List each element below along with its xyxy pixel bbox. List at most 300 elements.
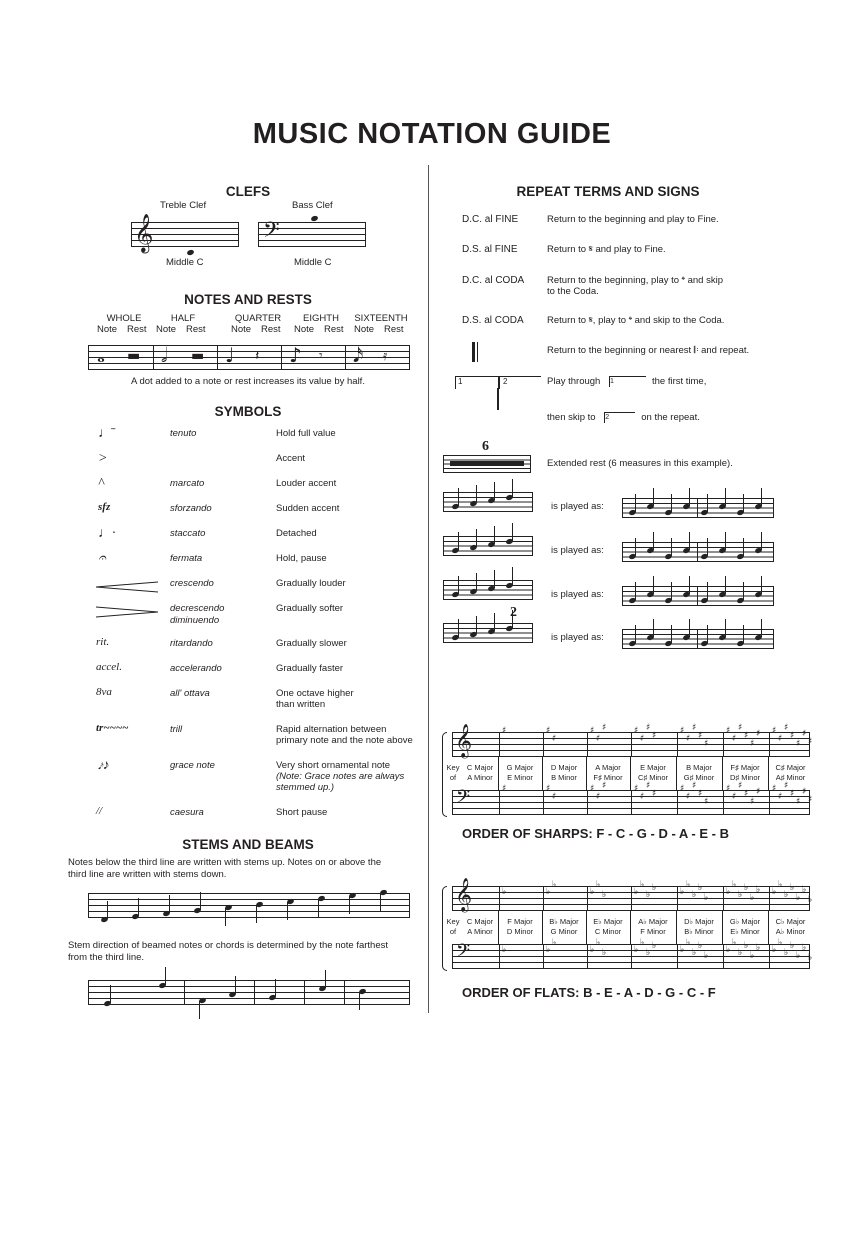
note-stem — [761, 576, 762, 594]
barline — [499, 944, 500, 969]
bass-clef-icon: 𝄢 — [263, 218, 280, 248]
symbol-meaning: Gradually softer — [276, 603, 344, 614]
flat-icon: ♭ — [704, 893, 709, 903]
symbol-meaning: (Note: Grace notes are always — [276, 771, 405, 782]
flat-icon: ♭ — [750, 951, 755, 961]
barline — [345, 345, 346, 370]
barline — [499, 790, 500, 815]
second-ending-bracket — [499, 376, 541, 389]
sharp-icon: ♯ — [778, 792, 783, 802]
order-of-flats: ORDER OF FLATS: B - E - A - D - G - C - F — [462, 985, 716, 1000]
barline — [723, 732, 724, 757]
ending-bracket: 1 — [609, 376, 646, 387]
minor-key: C Minor — [594, 927, 622, 936]
note-label: Note — [354, 324, 375, 335]
note-type-label: QUARTER — [234, 313, 282, 324]
treble-clef-icon: 𝄞 — [134, 213, 154, 252]
sharp-icon: ♯ — [726, 726, 731, 736]
flat-icon: ♭ — [680, 945, 685, 955]
flat-icon: ♭ — [704, 951, 709, 961]
flat-icon: ♭ — [686, 938, 691, 948]
note-icon: 𝅗𝅥 — [161, 343, 168, 367]
barline — [587, 732, 588, 757]
note-stem — [287, 902, 288, 920]
note-icon: ♩ — [225, 343, 235, 367]
note-stem — [653, 576, 654, 594]
note-stem — [707, 538, 708, 556]
multi-rest-desc: Extended rest (6 measures in this example). — [547, 458, 733, 469]
sharp-icon: ♯ — [698, 789, 703, 799]
measure-repeat-count: 2 — [510, 605, 517, 620]
note-stem — [725, 576, 726, 594]
sharp-icon: ♯ — [750, 797, 755, 807]
repeat-term: D.C. al CODA — [462, 275, 525, 286]
note-stem — [761, 532, 762, 550]
sharp-icon: ♯ — [790, 789, 795, 799]
order-of-sharps: ORDER OF SHARPS: F - C - G - D - A - E - B — [462, 826, 729, 841]
expanded-staff — [622, 629, 774, 649]
flat-icon: ♭ — [680, 887, 685, 897]
repeat-term: D.C. al FINE — [462, 214, 519, 225]
rest-icon: 𝄽 — [255, 348, 260, 364]
sharp-icon: ♯ — [680, 726, 685, 736]
note-stem — [635, 625, 636, 643]
note-stem — [512, 523, 513, 541]
flat-icon: ♭ — [726, 887, 731, 897]
major-key: D♭ Major — [684, 917, 714, 926]
note-stem — [476, 485, 477, 503]
repeat-sign-icon — [464, 342, 475, 362]
rest-icon: 𝄾 — [319, 348, 323, 364]
sharp-icon: ♯ — [602, 781, 607, 791]
sharp-icon: ♯ — [784, 723, 789, 733]
symbol-meaning: Hold, pause — [276, 553, 327, 564]
flat-icon: ♭ — [602, 890, 607, 900]
barline — [587, 944, 588, 969]
symbol-term: marcato — [170, 478, 205, 489]
barline — [769, 790, 770, 815]
symbol-term: crescendo — [170, 578, 214, 589]
flat-icon: ♭ — [652, 941, 657, 951]
flat-icon: ♭ — [686, 880, 691, 890]
flat-icon: ♭ — [698, 883, 703, 893]
sharp-icon: ♯ — [772, 726, 777, 736]
key-label — [676, 917, 722, 937]
note-stem — [671, 582, 672, 600]
barline — [153, 345, 154, 370]
flat-icon: ♭ — [744, 883, 749, 893]
flat-icon: ♭ — [646, 948, 651, 958]
symbol-term: staccato — [170, 528, 206, 539]
flat-icon: ♭ — [726, 945, 731, 955]
sharp-icon: ♯ — [698, 731, 703, 741]
ending-number: 1 — [458, 377, 463, 386]
bass-staff — [452, 781, 813, 815]
flat-icon: ♭ — [790, 883, 795, 893]
sharp-icon: ♯ — [790, 731, 795, 741]
barline — [697, 629, 698, 649]
major-key: E♭ Major — [593, 917, 623, 926]
note-type-label: EIGHTH — [303, 313, 339, 324]
key-label — [586, 763, 630, 783]
flat-icon: ♭ — [652, 883, 657, 893]
barline — [677, 886, 678, 911]
rest-label: Rest — [186, 324, 206, 335]
flat-icon: ♭ — [778, 880, 783, 890]
sharp-icon: ♯ — [704, 739, 709, 749]
symbol-meaning: Hold full value — [276, 428, 336, 439]
note-stem — [110, 985, 111, 1003]
flat-icon: ♭ — [640, 880, 645, 890]
sharp-icon: ♯ — [772, 784, 777, 794]
note-stem — [318, 899, 319, 917]
barline — [677, 790, 678, 815]
note-stem — [494, 526, 495, 544]
barline — [499, 732, 500, 757]
barline — [304, 980, 305, 1005]
text: the first time, — [651, 376, 707, 387]
bass-clef-staff — [258, 218, 366, 248]
note-stem — [743, 538, 744, 556]
sharp-icon: ♯ — [652, 789, 657, 799]
flat-icon: ♭ — [552, 880, 557, 890]
major-key: G♭ Major — [729, 917, 761, 926]
note-stem — [494, 482, 495, 500]
note-stem — [359, 992, 360, 1010]
sharp-icon: ♯ — [796, 797, 801, 807]
minor-key: E♭ Minor — [730, 927, 760, 936]
treble-clef-icon: 𝄞 — [455, 877, 473, 911]
flat-icon: ♭ — [772, 945, 777, 955]
note-stem — [476, 616, 477, 634]
symbol-meaning: Gradually louder — [276, 578, 346, 589]
note-stem — [458, 619, 459, 637]
flat-icon: ♭ — [738, 948, 743, 958]
symbol-accent-icon: > — [98, 451, 108, 466]
key-of-label: Key of — [446, 917, 460, 936]
rest-label: Rest — [261, 324, 281, 335]
note-stem — [689, 619, 690, 637]
note-label: Note — [231, 324, 252, 335]
note-stem — [743, 494, 744, 512]
stems-text-1 — [68, 857, 381, 881]
note-stem — [635, 582, 636, 600]
symbol-meaning: Accent — [276, 453, 306, 464]
flat-icon: ♭ — [732, 938, 737, 948]
stems-text-2 — [68, 940, 388, 964]
key-label — [462, 917, 498, 937]
major-key: C♯ Major — [775, 763, 806, 772]
treble-staff — [452, 877, 813, 911]
key-label — [586, 917, 630, 937]
minor-key: F♯ Minor — [593, 773, 623, 782]
note-stem — [458, 532, 459, 550]
sharp-icon: ♯ — [778, 734, 783, 744]
note-stem — [743, 625, 744, 643]
note-stem — [380, 893, 381, 911]
flat-icon: ♭ — [602, 948, 607, 958]
flat-icon: ♭ — [802, 943, 807, 953]
sharp-icon: ♯ — [634, 784, 639, 794]
middle-c-note — [186, 249, 194, 256]
note-stem — [225, 908, 226, 926]
note-stem — [200, 892, 201, 910]
note-stem — [707, 625, 708, 643]
sharp-icon: ♯ — [686, 792, 691, 802]
barline — [697, 498, 698, 518]
key-label — [462, 763, 498, 783]
barline — [217, 345, 218, 370]
flat-icon: ♭ — [790, 941, 795, 951]
flat-icon: ♭ — [698, 941, 703, 951]
notes-rests-staff — [88, 345, 410, 370]
symbol-meaning: Short pause — [276, 807, 328, 818]
expanded-staff — [622, 542, 774, 562]
key-label — [722, 763, 768, 783]
sharp-icon: ♯ — [808, 737, 813, 747]
column-divider — [428, 165, 429, 1013]
symbol-allottava-icon: 8va — [96, 686, 112, 698]
sharp-icon: ♯ — [802, 729, 807, 739]
barline — [254, 980, 255, 1005]
repeat-desc: to the Coda. — [547, 286, 599, 297]
minor-key: G Minor — [550, 927, 578, 936]
text: Play through — [547, 376, 601, 387]
sharp-icon: ♯ — [602, 723, 607, 733]
repeat-desc: Return to the beginning, play to 𝄌 and skip — [547, 275, 723, 286]
key-label — [768, 763, 813, 783]
sharp-icon: ♯ — [756, 729, 761, 739]
note-stem — [458, 488, 459, 506]
note-stem — [107, 901, 108, 919]
sharp-icon: ♯ — [552, 792, 557, 802]
symbol-term: decrescendo — [170, 603, 225, 614]
sharp-icon: ♯ — [808, 795, 813, 805]
repeats-heading: REPEAT TERMS AND SIGNS — [516, 184, 700, 199]
barline — [543, 886, 544, 911]
flat-icon: ♭ — [784, 948, 789, 958]
barline — [281, 345, 282, 370]
symbol-meaning: One octave higher — [276, 688, 354, 699]
key-label — [722, 917, 768, 937]
minor-key: A Minor — [467, 773, 493, 782]
symbol-term: fermata — [170, 553, 203, 564]
rest-icon: ▬ — [191, 348, 205, 364]
symbol-meaning: Rapid alternation between — [276, 724, 387, 735]
flat-icon: ♭ — [784, 890, 789, 900]
repeat-term: D.S. al CODA — [462, 315, 524, 326]
barline — [769, 944, 770, 969]
treble-clef-staff — [131, 213, 239, 252]
flat-icon: ♭ — [796, 893, 801, 903]
minor-key: A♯ Minor — [775, 773, 806, 782]
note-icon: 𝅝 — [97, 343, 105, 367]
treble-staff — [452, 723, 813, 757]
abbreviated-staff — [443, 623, 533, 643]
symbol-meaning: Louder accent — [276, 478, 337, 489]
repeat-barline — [497, 388, 499, 410]
note-stem — [725, 488, 726, 506]
sharp-icon: ♯ — [732, 792, 737, 802]
sharp-icon: ♯ — [680, 784, 685, 794]
note-icon: 𝅘𝅥𝅯 — [353, 343, 364, 367]
flat-icon: ♭ — [808, 953, 813, 963]
sharp-icon: ♯ — [750, 739, 755, 749]
note-stem — [199, 1001, 200, 1019]
minor-key: B♭ Minor — [684, 927, 714, 936]
sharp-icon: ♯ — [796, 739, 801, 749]
bass-clef-label: Bass Clef — [292, 200, 333, 211]
note-stem — [256, 905, 257, 923]
barline — [499, 886, 500, 911]
sharp-icon: ♯ — [646, 781, 651, 791]
rest-label: Rest — [324, 324, 344, 335]
note-stem — [653, 532, 654, 550]
flat-icon: ♭ — [634, 887, 639, 897]
sharp-icon: ♯ — [704, 797, 709, 807]
major-key: F Major — [507, 917, 533, 926]
note-stem — [512, 567, 513, 585]
sharp-icon: ♯ — [502, 784, 507, 794]
sharp-icon: ♯ — [726, 784, 731, 794]
expanded-staff — [622, 498, 774, 518]
note-stem — [743, 582, 744, 600]
multi-rest-count: 6 — [482, 439, 489, 454]
rest-icon: 𝄿 — [383, 348, 388, 364]
symbol-caesura-icon: // — [96, 805, 103, 817]
major-key: C Major — [466, 763, 494, 772]
major-key: D Major — [550, 763, 578, 772]
sharp-icon: ♯ — [646, 723, 651, 733]
ending-number: 2 — [503, 377, 508, 386]
symbol-term: diminuendo — [170, 615, 220, 626]
barline — [631, 732, 632, 757]
played-as-label: is played as: — [551, 632, 604, 643]
flat-icon: ♭ — [546, 945, 551, 955]
major-key: C♭ Major — [775, 917, 806, 926]
note-stem — [653, 619, 654, 637]
minor-key: A Minor — [467, 927, 493, 936]
beams-staff — [88, 980, 410, 1005]
middle-c-label: Middle C — [294, 257, 332, 268]
decrescendo-icon — [96, 605, 158, 623]
flat-icon: ♭ — [772, 887, 777, 897]
bass-staff — [452, 938, 813, 969]
symbol-term: trill — [170, 724, 183, 735]
note-stem — [725, 619, 726, 637]
sharp-icon: ♯ — [502, 726, 507, 736]
sharp-icon: ♯ — [590, 726, 595, 736]
symbol-fermata-icon: 𝄐 — [98, 551, 106, 566]
barline — [631, 790, 632, 815]
rest-label: Rest — [384, 324, 404, 335]
symbol-term: tenuto — [170, 428, 197, 439]
sharp-icon: ♯ — [546, 784, 551, 794]
sharp-icon: ♯ — [634, 726, 639, 736]
minor-key: F Minor — [640, 927, 666, 936]
sharp-icon: ♯ — [686, 734, 691, 744]
symbol-trill-icon: tr~~~~ — [96, 722, 129, 734]
played-as-label: is played as: — [551, 545, 604, 556]
treble-clef-label: Treble Clef — [160, 200, 207, 211]
symbol-term: ritardando — [170, 638, 213, 649]
barline — [677, 732, 678, 757]
note-type-label: SIXTEENTH — [354, 313, 408, 324]
note-stem — [671, 494, 672, 512]
expanded-staff — [622, 586, 774, 606]
abbreviated-staff — [443, 580, 533, 600]
note-type-label: WHOLE — [106, 313, 142, 324]
repeat-term: D.S. al FINE — [462, 244, 518, 255]
stems-heading: STEMS AND BEAMS — [182, 837, 314, 852]
crescendo-icon — [96, 580, 158, 598]
flat-icon: ♭ — [596, 938, 601, 948]
ending-bracket: 2 — [604, 412, 635, 423]
bass-clef-icon: 𝄢 — [456, 787, 471, 812]
text-line: Notes below the third line are written with stems up. Notes on or above the — [68, 857, 382, 868]
barline — [697, 586, 698, 606]
minor-key: A♭ Minor — [775, 927, 806, 936]
symbol-meaning: Sudden accent — [276, 503, 340, 514]
note-stem — [671, 538, 672, 556]
played-as-label: is played as: — [551, 589, 604, 600]
symbol-ritardando-icon: rit. — [96, 636, 110, 648]
abbreviated-staff — [443, 492, 533, 512]
flat-icon: ♭ — [744, 941, 749, 951]
flat-icon: ♭ — [732, 880, 737, 890]
flat-icon: ♭ — [590, 887, 595, 897]
flat-icon: ♭ — [646, 890, 651, 900]
note-stem — [512, 479, 513, 497]
flat-key-signatures — [442, 876, 813, 972]
flat-icon: ♭ — [596, 880, 601, 890]
dot-caption: A dot added to a note or rest increases its value by half. — [131, 376, 365, 387]
minor-key: D♯ Minor — [729, 773, 760, 782]
minor-key: E Minor — [507, 773, 533, 782]
sharp-icon: ♯ — [744, 789, 749, 799]
bass-clef-icon: 𝄢 — [456, 941, 471, 966]
clefs-heading: CLEFS — [225, 184, 271, 199]
minor-key: C♯ Minor — [637, 773, 668, 782]
rest-label: Rest — [127, 324, 147, 335]
text-line: Stem direction of beamed notes or chords is determined by the note farthest — [68, 940, 389, 951]
flat-icon: ♭ — [552, 938, 557, 948]
symbol-meaning: Gradually slower — [276, 638, 347, 649]
note-stem — [494, 613, 495, 631]
key-label — [498, 917, 542, 937]
major-key: F♯ Major — [730, 763, 760, 772]
barline — [344, 980, 345, 1005]
sharp-icon: ♯ — [596, 734, 601, 744]
ending-desc-2 — [547, 412, 700, 423]
repeat-desc: Return to 𝄋, play to 𝄌 and skip to the Coda. — [547, 315, 725, 326]
text-line: third line are written with stems down. — [68, 869, 227, 880]
note-stem — [138, 898, 139, 916]
key-label — [542, 917, 586, 937]
symbol-meaning: Very short ornamental note — [276, 760, 391, 771]
symbol-gracenote-icon: 𝆔♪ — [98, 758, 110, 773]
sharp-icon: ♯ — [640, 734, 645, 744]
note-stem — [707, 582, 708, 600]
sharp-icon: ♯ — [590, 784, 595, 794]
note-stem — [325, 970, 326, 988]
barline — [697, 542, 698, 562]
minor-key: G♯ Minor — [683, 773, 715, 782]
barline — [769, 732, 770, 757]
sharp-icon: ♯ — [744, 731, 749, 741]
note-stem — [349, 896, 350, 914]
flat-icon: ♭ — [546, 887, 551, 897]
